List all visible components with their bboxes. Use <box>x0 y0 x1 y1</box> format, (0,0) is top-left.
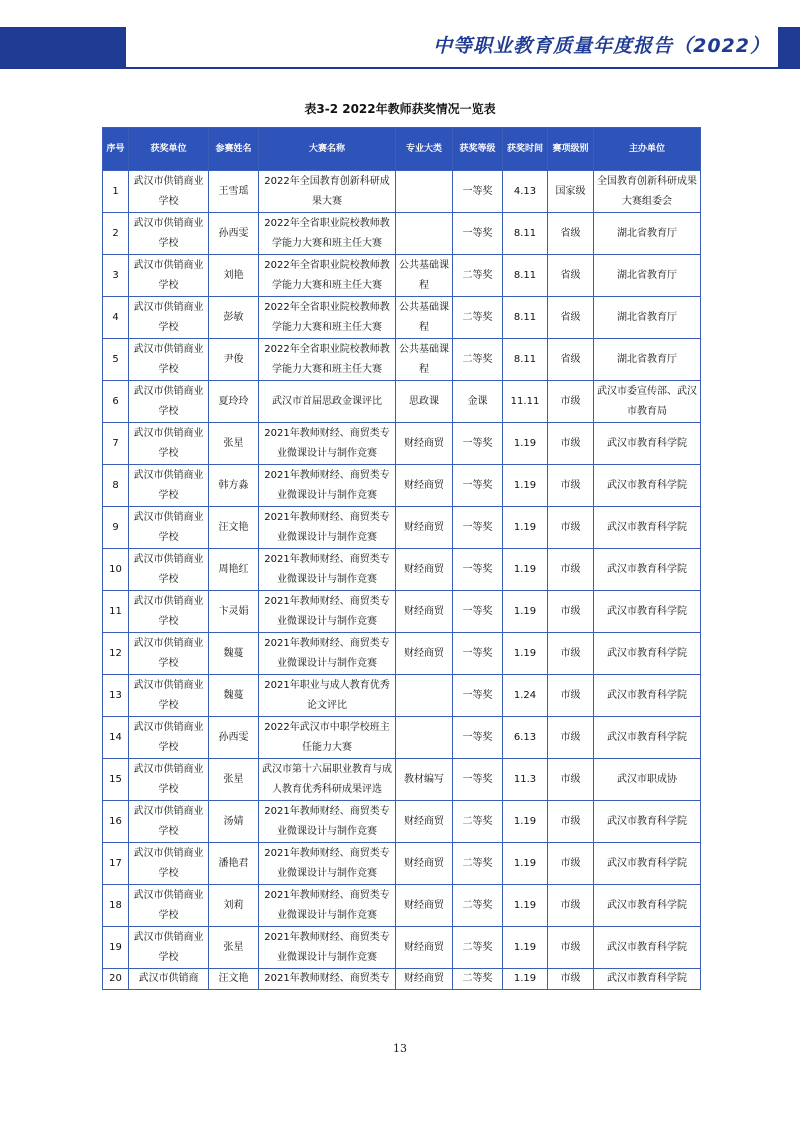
cell-grade: 市级 <box>548 423 594 465</box>
cell-grade: 市级 <box>548 885 594 927</box>
cell-time: 1.19 <box>503 465 548 507</box>
cell-organizer: 武汉市教育科学院 <box>594 843 701 885</box>
cell-award-level: 二等奖 <box>453 927 503 969</box>
cell-major: 公共基础课程 <box>396 339 453 381</box>
col-header-name: 参赛姓名 <box>209 128 259 171</box>
cell-award-level: 一等奖 <box>453 633 503 675</box>
cell-index: 6 <box>103 381 129 423</box>
cell-award-level: 一等奖 <box>453 549 503 591</box>
table-header-row <box>103 128 701 171</box>
cell-award-level: 金课 <box>453 381 503 423</box>
cell-unit: 武汉市供销商业学校 <box>129 339 209 381</box>
cell-unit: 武汉市供销商业学校 <box>129 717 209 759</box>
cell-organizer: 湖北省教育厅 <box>594 255 701 297</box>
cell-unit: 武汉市供销商业学校 <box>129 759 209 801</box>
cell-contest: 2022年全省职业院校教师教学能力大赛和班主任大赛 <box>259 339 396 381</box>
cell-time: 1.19 <box>503 633 548 675</box>
cell-time: 1.24 <box>503 675 548 717</box>
cell-time: 11.11 <box>503 381 548 423</box>
table-row <box>103 213 701 255</box>
cell-organizer: 武汉市教育科学院 <box>594 465 701 507</box>
cell-award-level: 一等奖 <box>453 423 503 465</box>
cell-award-level: 一等奖 <box>453 507 503 549</box>
table-row <box>103 759 701 801</box>
cell-major <box>396 213 453 255</box>
cell-award-level: 二等奖 <box>453 339 503 381</box>
cell-grade: 市级 <box>548 843 594 885</box>
cell-time: 1.19 <box>503 801 548 843</box>
cell-contest: 2021年教师财经、商贸类专业微课设计与制作竞赛 <box>259 549 396 591</box>
col-header-organizer: 主办单位 <box>594 128 701 171</box>
cell-award-level: 一等奖 <box>453 465 503 507</box>
col-header-unit: 获奖单位 <box>129 128 209 171</box>
cell-unit: 武汉市供销商业学校 <box>129 675 209 717</box>
cell-award-level: 二等奖 <box>453 969 503 990</box>
cell-index: 2 <box>103 213 129 255</box>
cell-time: 1.19 <box>503 549 548 591</box>
report-title: 中等职业教育质量年度报告（2022） <box>433 35 770 57</box>
cell-major <box>396 717 453 759</box>
cell-organizer: 全国教育创新科研成果大赛组委会 <box>594 171 701 213</box>
cell-grade: 市级 <box>548 381 594 423</box>
col-header-index: 序号 <box>103 128 129 171</box>
cell-index: 19 <box>103 927 129 969</box>
cell-organizer: 武汉市教育科学院 <box>594 717 701 759</box>
cell-award-level: 一等奖 <box>453 759 503 801</box>
cell-name: 魏蔓 <box>209 633 259 675</box>
cell-grade: 市级 <box>548 465 594 507</box>
cell-name: 汤婧 <box>209 801 259 843</box>
cell-index: 17 <box>103 843 129 885</box>
cell-name: 尹俊 <box>209 339 259 381</box>
cell-time: 1.19 <box>503 423 548 465</box>
cell-organizer: 武汉市教育科学院 <box>594 507 701 549</box>
cell-contest: 2021年教师财经、商贸类专业微课设计与制作竞赛 <box>259 423 396 465</box>
page-number: 13 <box>393 1042 407 1055</box>
cell-time: 8.11 <box>503 297 548 339</box>
cell-name: 汪文艳 <box>209 507 259 549</box>
cell-name: 刘莉 <box>209 885 259 927</box>
cell-organizer: 湖北省教育厅 <box>594 297 701 339</box>
cell-index: 13 <box>103 675 129 717</box>
cell-organizer: 武汉市教育科学院 <box>594 885 701 927</box>
cell-name: 孙西雯 <box>209 717 259 759</box>
cell-unit: 武汉市供销商业学校 <box>129 255 209 297</box>
cell-time: 1.19 <box>503 591 548 633</box>
cell-unit: 武汉市供销商业学校 <box>129 465 209 507</box>
cell-award-level: 一等奖 <box>453 675 503 717</box>
cell-grade: 省级 <box>548 339 594 381</box>
cell-major: 财经商贸 <box>396 507 453 549</box>
cell-unit: 武汉市供销商业学校 <box>129 591 209 633</box>
cell-grade: 市级 <box>548 717 594 759</box>
table-row <box>103 255 701 297</box>
table-row <box>103 507 701 549</box>
cell-organizer: 武汉市教育科学院 <box>594 675 701 717</box>
cell-time: 6.13 <box>503 717 548 759</box>
col-header-level: 获奖等级 <box>453 128 503 171</box>
table-row <box>103 297 701 339</box>
cell-organizer: 武汉市教育科学院 <box>594 423 701 465</box>
cell-award-level: 二等奖 <box>453 843 503 885</box>
cell-major: 财经商贸 <box>396 549 453 591</box>
cell-time: 4.13 <box>503 171 548 213</box>
cell-major <box>396 675 453 717</box>
table-caption: 表3-2 2022年教师获奖情况一览表 <box>304 102 496 116</box>
cell-name: 王雪瑶 <box>209 171 259 213</box>
table-row <box>103 171 701 213</box>
cell-unit: 武汉市供销商业学校 <box>129 171 209 213</box>
cell-index: 8 <box>103 465 129 507</box>
cell-award-level: 一等奖 <box>453 171 503 213</box>
table-row <box>103 717 701 759</box>
cell-unit: 武汉市供销商业学校 <box>129 423 209 465</box>
cell-name: 彭敏 <box>209 297 259 339</box>
cell-award-level: 一等奖 <box>453 213 503 255</box>
table-row <box>103 339 701 381</box>
table-body <box>103 171 701 990</box>
header-rule <box>126 67 778 69</box>
cell-contest: 2021年职业与成人教育优秀论文评比 <box>259 675 396 717</box>
cell-name: 魏蔓 <box>209 675 259 717</box>
cell-contest: 2022年全国教育创新科研成果大赛 <box>259 171 396 213</box>
cell-major: 思政课 <box>396 381 453 423</box>
cell-index: 12 <box>103 633 129 675</box>
cell-unit: 武汉市供销商业学校 <box>129 381 209 423</box>
cell-name: 韩方淼 <box>209 465 259 507</box>
cell-grade: 市级 <box>548 591 594 633</box>
cell-unit: 武汉市供销商业学校 <box>129 843 209 885</box>
table-row <box>103 969 701 990</box>
cell-contest: 2021年教师财经、商贸类专 <box>259 969 396 990</box>
cell-contest: 2021年教师财经、商贸类专业微课设计与制作竞赛 <box>259 591 396 633</box>
table-row <box>103 843 701 885</box>
cell-name: 卞灵娟 <box>209 591 259 633</box>
cell-award-level: 二等奖 <box>453 885 503 927</box>
cell-grade: 市级 <box>548 549 594 591</box>
cell-unit: 武汉市供销商业学校 <box>129 633 209 675</box>
cell-index: 9 <box>103 507 129 549</box>
cell-organizer: 武汉市教育科学院 <box>594 927 701 969</box>
table-row <box>103 633 701 675</box>
cell-index: 18 <box>103 885 129 927</box>
cell-contest: 2021年教师财经、商贸类专业微课设计与制作竞赛 <box>259 507 396 549</box>
cell-contest: 2021年教师财经、商贸类专业微课设计与制作竞赛 <box>259 465 396 507</box>
cell-organizer: 武汉市委宣传部、武汉市教育局 <box>594 381 701 423</box>
cell-index: 20 <box>103 969 129 990</box>
cell-time: 1.19 <box>503 507 548 549</box>
cell-grade: 市级 <box>548 633 594 675</box>
cell-contest: 2022年全省职业院校教师教学能力大赛和班主任大赛 <box>259 255 396 297</box>
cell-grade: 市级 <box>548 969 594 990</box>
cell-index: 5 <box>103 339 129 381</box>
cell-name: 周艳红 <box>209 549 259 591</box>
cell-organizer: 湖北省教育厅 <box>594 213 701 255</box>
header-left-bar <box>0 27 126 69</box>
cell-contest: 2021年教师财经、商贸类专业微课设计与制作竞赛 <box>259 843 396 885</box>
cell-award-level: 一等奖 <box>453 591 503 633</box>
cell-organizer: 武汉市教育科学院 <box>594 549 701 591</box>
table-row <box>103 885 701 927</box>
cell-major: 财经商贸 <box>396 969 453 990</box>
cell-major: 财经商贸 <box>396 633 453 675</box>
cell-award-level: 一等奖 <box>453 717 503 759</box>
cell-contest: 2021年教师财经、商贸类专业微课设计与制作竞赛 <box>259 885 396 927</box>
table-row <box>103 591 701 633</box>
cell-index: 15 <box>103 759 129 801</box>
cell-organizer: 武汉市教育科学院 <box>594 591 701 633</box>
cell-name: 夏玲玲 <box>209 381 259 423</box>
cell-major: 财经商贸 <box>396 591 453 633</box>
cell-name: 孙西雯 <box>209 213 259 255</box>
col-header-major: 专业大类 <box>396 128 453 171</box>
awards-table <box>102 127 701 990</box>
cell-index: 3 <box>103 255 129 297</box>
cell-index: 10 <box>103 549 129 591</box>
table-row <box>103 465 701 507</box>
cell-grade: 市级 <box>548 675 594 717</box>
table-row <box>103 801 701 843</box>
cell-unit: 武汉市供销商业学校 <box>129 297 209 339</box>
cell-index: 7 <box>103 423 129 465</box>
cell-name: 潘艳君 <box>209 843 259 885</box>
cell-major: 公共基础课程 <box>396 297 453 339</box>
col-header-contest: 大赛名称 <box>259 128 396 171</box>
cell-major: 财经商贸 <box>396 843 453 885</box>
cell-contest: 武汉市首届思政金课评比 <box>259 381 396 423</box>
cell-award-level: 二等奖 <box>453 255 503 297</box>
cell-index: 11 <box>103 591 129 633</box>
cell-contest: 武汉市第十六届职业教育与成人教育优秀科研成果评选 <box>259 759 396 801</box>
cell-time: 1.19 <box>503 969 548 990</box>
cell-major: 财经商贸 <box>396 801 453 843</box>
cell-name: 汪文艳 <box>209 969 259 990</box>
cell-contest: 2022年武汉市中职学校班主任能力大赛 <box>259 717 396 759</box>
cell-grade: 市级 <box>548 927 594 969</box>
cell-time: 1.19 <box>503 927 548 969</box>
cell-unit: 武汉市供销商业学校 <box>129 801 209 843</box>
col-header-time: 获奖时间 <box>503 128 548 171</box>
cell-major: 教材编写 <box>396 759 453 801</box>
cell-major: 财经商贸 <box>396 927 453 969</box>
cell-time: 1.19 <box>503 885 548 927</box>
cell-major <box>396 171 453 213</box>
cell-organizer: 武汉市教育科学院 <box>594 969 701 990</box>
col-header-grade: 赛项级别 <box>548 128 594 171</box>
header-right-bar <box>778 27 800 69</box>
cell-contest: 2021年教师财经、商贸类专业微课设计与制作竞赛 <box>259 801 396 843</box>
cell-name: 刘艳 <box>209 255 259 297</box>
cell-grade: 市级 <box>548 801 594 843</box>
cell-organizer: 武汉市教育科学院 <box>594 801 701 843</box>
cell-unit: 武汉市供销商业学校 <box>129 213 209 255</box>
cell-time: 8.11 <box>503 339 548 381</box>
cell-grade: 市级 <box>548 759 594 801</box>
cell-name: 张星 <box>209 927 259 969</box>
cell-organizer: 武汉市教育科学院 <box>594 633 701 675</box>
cell-grade: 国家级 <box>548 171 594 213</box>
cell-time: 8.11 <box>503 213 548 255</box>
cell-organizer: 湖北省教育厅 <box>594 339 701 381</box>
cell-time: 11.3 <box>503 759 548 801</box>
cell-time: 1.19 <box>503 843 548 885</box>
cell-grade: 省级 <box>548 297 594 339</box>
cell-index: 14 <box>103 717 129 759</box>
cell-name: 张星 <box>209 423 259 465</box>
cell-index: 16 <box>103 801 129 843</box>
cell-grade: 省级 <box>548 213 594 255</box>
cell-contest: 2022年全省职业院校教师教学能力大赛和班主任大赛 <box>259 213 396 255</box>
table-row <box>103 549 701 591</box>
cell-unit: 武汉市供销商业学校 <box>129 549 209 591</box>
cell-grade: 省级 <box>548 255 594 297</box>
cell-award-level: 二等奖 <box>453 801 503 843</box>
cell-unit: 武汉市供销商业学校 <box>129 927 209 969</box>
table-row <box>103 423 701 465</box>
cell-name: 张星 <box>209 759 259 801</box>
cell-award-level: 二等奖 <box>453 297 503 339</box>
cell-major: 公共基础课程 <box>396 255 453 297</box>
cell-grade: 市级 <box>548 507 594 549</box>
cell-unit: 武汉市供销商业学校 <box>129 507 209 549</box>
cell-unit: 武汉市供销商 <box>129 969 209 990</box>
cell-contest: 2022年全省职业院校教师教学能力大赛和班主任大赛 <box>259 297 396 339</box>
cell-contest: 2021年教师财经、商贸类专业微课设计与制作竞赛 <box>259 633 396 675</box>
table-row <box>103 927 701 969</box>
table-row <box>103 381 701 423</box>
cell-time: 8.11 <box>503 255 548 297</box>
cell-major: 财经商贸 <box>396 885 453 927</box>
cell-index: 4 <box>103 297 129 339</box>
cell-unit: 武汉市供销商业学校 <box>129 885 209 927</box>
table-row <box>103 675 701 717</box>
cell-major: 财经商贸 <box>396 423 453 465</box>
cell-organizer: 武汉市职成协 <box>594 759 701 801</box>
cell-major: 财经商贸 <box>396 465 453 507</box>
cell-index: 1 <box>103 171 129 213</box>
cell-contest: 2021年教师财经、商贸类专业微课设计与制作竞赛 <box>259 927 396 969</box>
